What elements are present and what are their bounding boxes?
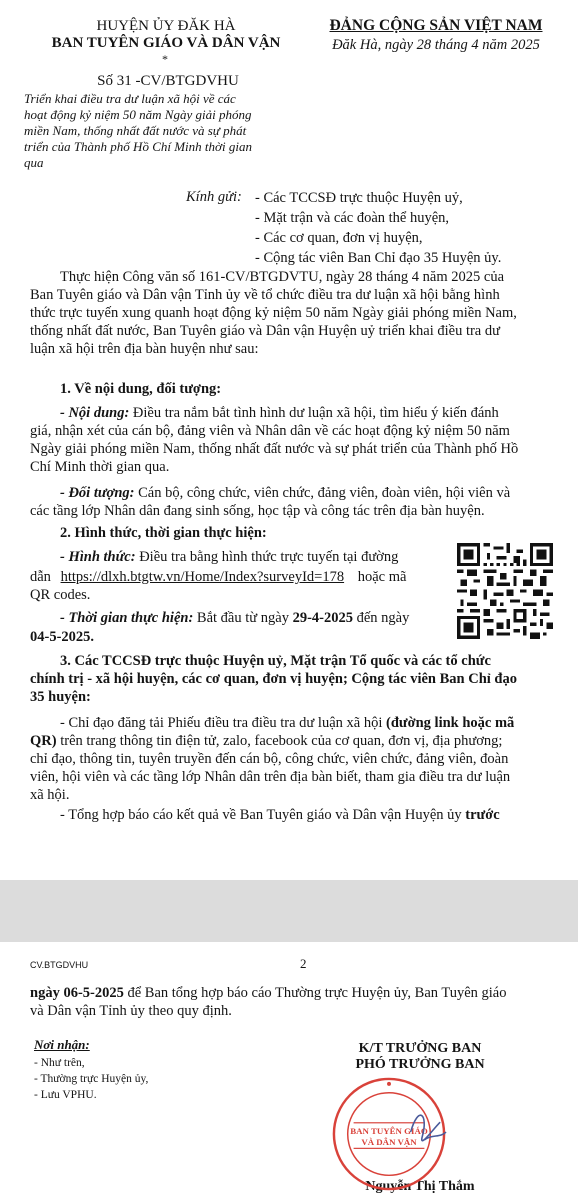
svg-text:VÀ DÂN VẬN: VÀ DÂN VẬN (361, 1136, 417, 1147)
document-code: CV.BTGDVHU (30, 960, 89, 970)
qr-codes-text: QR codes. (30, 587, 91, 603)
survey-link[interactable]: https://dlxh.btgtw.vn/Home/Index?surveyId=178 (60, 569, 345, 585)
recipient-item: - Mặt trận và các đoàn thể huyện, (255, 210, 450, 226)
intro-paragraph: Thực hiện Công văn số 161-CV/BTGDVTU, ngày 28 tháng 4 năm 2025 của Ban Tuyên giáo và Dân vận Tỉnh ủy về tổ chức điều tra dư luận xã hội bằng hình thức trực tuyến xung quanh hoạt động kỷ niệm 50 năm Ngày giải phóng miền Nam, thống nhất đất nước, Ban Tuyên giáo và Dân vận Huyện uỷ triển khai điều tra dư luận xã hội trên địa bàn huyện như sau: (30, 269, 517, 357)
page-number: 2 (300, 956, 307, 971)
recipients-heading: Nơi nhận: (34, 1037, 90, 1052)
closing-paragraph: ngày 06-5-2025 để Ban tổng hợp báo cáo Thường trực Huyện ủy, Ban Tuyên giáo và Dân vận Tỉnh ủy theo quy định. (30, 985, 507, 1019)
signature-subtitle: PHÓ TRƯỞNG BAN (355, 1057, 485, 1072)
recipient-item: - Thường trực Huyện ủy, (34, 1073, 149, 1085)
section-1-audience: - Đối tượng: Cán bộ, công chức, viên chức, đảng viên, đoàn viên, hội viên và các tầng lớp Nhân dân đang sinh sống, học tập và công tác trên địa bàn huyện. (30, 485, 511, 519)
recipients-list (255, 188, 565, 268)
end-date: 04-5-2025. (30, 629, 95, 645)
link-line: dẫn https://dlxh.btgtw.vn/Home/Index?surveyId=178 hoặc mã (30, 569, 407, 585)
org-name: BAN TUYÊN GIÁO VÀ DÂN VẬN (51, 35, 281, 51)
party-title: ĐẢNG CỘNG SẢN VIỆT NAM (329, 17, 543, 34)
document-page-2 (0, 942, 578, 1200)
form-line: - Hình thức: Điều tra bằng hình thức trực tuyến tại đường (60, 549, 399, 565)
signature-title: K/T TRƯỞNG BAN (358, 1041, 482, 1056)
recipient-item: - Lưu VPHU. (34, 1089, 97, 1101)
recipient-item: - Cộng tác viên Ban Chỉ đạo 35 Huyện ủy. (255, 250, 502, 266)
section-1-heading: 1. Về nội dung, đối tượng: (60, 381, 222, 397)
recipient-item: - Các TCCSĐ trực thuộc Huyện uỷ, (255, 190, 463, 206)
star-mark: * (162, 52, 168, 66)
time-line: - Thời gian thực hiện: Bắt đầu từ ngày 29-4-2025 đến ngày (60, 610, 410, 626)
qr-code-image[interactable] (453, 543, 557, 639)
org-name-parent: HUYỆN ỦY ĐĂK HÀ (96, 18, 236, 34)
recipient-item: - Như trên, (34, 1057, 85, 1069)
signer-name: Nguyễn Thị Thắm (365, 1179, 475, 1194)
official-stamp (330, 1075, 448, 1193)
section-1-content: - Nội dung: Điều tra nắm bắt tình hình dư luận xã hội, tìm hiểu ý kiến đánh giá, nhận xét của cán bộ, đảng viên và Nhân dân về các hoạt động kỷ niệm 50 năm Ngày giải phóng miền Nam, thống nhất đất nước và sự phát triển của Thành phố Hồ Chí Minh thời gian qua. (30, 405, 519, 475)
recipients-label: Kính gửi: (186, 189, 242, 205)
recipient-item: - Các cơ quan, đơn vị huyện, (255, 230, 423, 246)
section-2-heading: 2. Hình thức, thời gian thực hiện: (60, 525, 267, 541)
section-3-heading: 3. Các TCCSĐ trực thuộc Huyện uỷ, Mặt trận Tổ quốc và các tổ chức chính trị - xã hội huyện, các cơ quan, đơn vị huyện; Cộng tác viên Ban Chỉ đạo 35 huyện: (30, 653, 517, 705)
document-number: Số 31 -CV/BTGDVHU (97, 73, 239, 89)
document-date: Đăk Hà, ngày 28 tháng 4 năm 2025 (332, 37, 540, 53)
section-3-paragraph-1: - Chỉ đạo đăng tải Phiếu điều tra điều tra dư luận xã hội (đường link hoặc mã QR) trên trang thông tin điện tử, zalo, facebook của cơ quan, đơn vị, địa phương; chỉ đạo, thông tin, tuyên truyền đến cán bộ, công chức, viên chức, đảng viên, đoàn viên, hội viên và các tầng lớp Nhân dân trên địa bàn biết, tham gia điều tra dư luận xã hội. (30, 715, 515, 803)
page2-recipient-list (34, 1055, 148, 1103)
page-separator (0, 880, 578, 942)
svg-text:BAN TUYÊN GIÁO: BAN TUYÊN GIÁO (350, 1126, 428, 1136)
section-3-paragraph-2: - Tổng hợp báo cáo kết quả về Ban Tuyên giáo và Dân vận Huyện ủy trước (60, 807, 500, 823)
document-subject: Triển khai điều tra dư luận xã hội về các hoạt động kỷ niệm 50 năm Ngày giải phóng miền Nam, thống nhất đất nước và sự phát triển của Thành phố Hồ Chí Minh thời gian qua (24, 91, 252, 170)
